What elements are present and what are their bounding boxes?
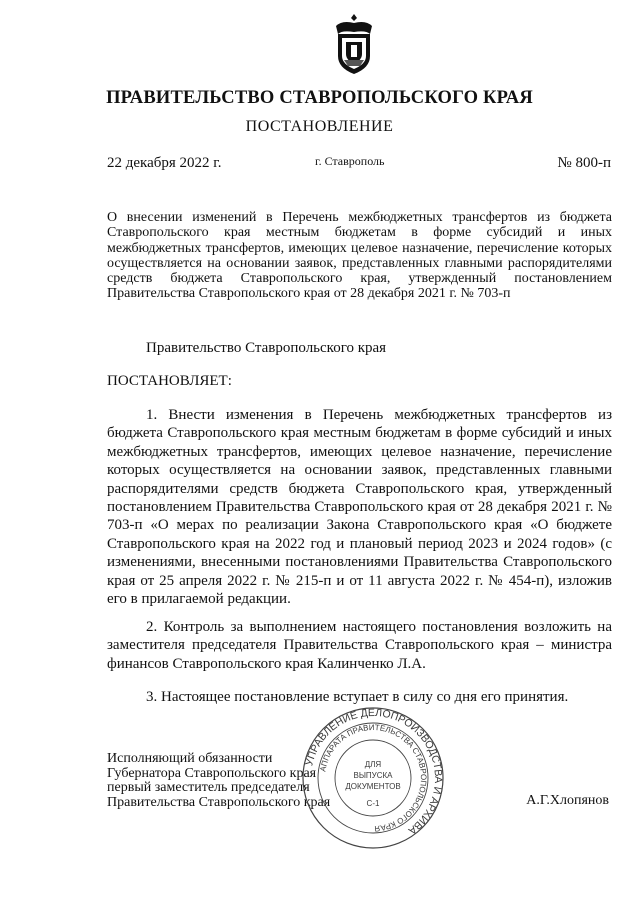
document-city: г. Ставрополь <box>315 154 385 168</box>
document-date: 22 декабря 2022 г. <box>107 155 222 171</box>
stamp-center-line: ВЫПУСКА <box>353 771 393 780</box>
decree-item: 3. Настоящее постановление вступает в силу со дня его принятия. <box>146 689 569 705</box>
government-title: ПРАВИТЕЛЬСТВО СТАВРОПОЛЬСКОГО КРАЯ <box>106 88 533 108</box>
signer-line: Исполняющий обязанности <box>107 751 273 766</box>
signer-line: Правительства Ставропольского края <box>107 794 331 810</box>
decree-item: 2. Контроль за выполнением настоящего постановления возложить на заместителя председателя Правительства Ставропольского края – министра финансов Ставропольского края Калинченко Л.А. <box>107 619 612 672</box>
document-type: ПОСТАНОВЛЕНИЕ <box>245 118 394 135</box>
coat-of-arms-icon <box>330 12 378 76</box>
official-stamp <box>300 705 446 851</box>
stamp-mark: С-1 <box>366 799 380 808</box>
signer-position <box>107 752 330 810</box>
decree-item: 1. Внести изменения в Перечень межбюджетных трансфертов из бюджета Ставропольского края местным бюджетам в форме субсидий и иных межбюджетных трансфертов, имеющих целевое назначение, перечисление которых осуществляется на основании заявок, представленных главными распорядителями средств бюджета Ставропольского края, утвержденный постановлением Правительства Ставропольского края от 28 декабря 2021 г. № 703-п «О мерах по реализации Закона Ставропольского края «О бюджете Ставропольского края на 2022 год и плановый период 2023 и 2024 годов» (с изменениями, внесенными постановлениями Правительства Ставропольского края от 25 апреля 2022 г. № 215-п и от 11 августа 2022 г. № 454-п), изложив его в прилагаемой редакции. <box>107 407 612 608</box>
stamp-center-line: ДЛЯ <box>364 760 382 769</box>
signer-name: А.Г.Хлопянов <box>526 793 609 808</box>
stamp-center-line: ДОКУМЕНТОВ <box>345 782 401 791</box>
signer-line: первый заместитель председателя <box>107 780 310 795</box>
stamp-inner-text: АППАРАТА ПРАВИТЕЛЬСТВА СТАВРОПОЛЬСКОГО КРАЯ <box>318 722 429 834</box>
document-number: № 800-п <box>557 155 611 171</box>
preamble: Правительство Ставропольского края <box>146 340 387 356</box>
stamp-outer-text: УПРАВЛЕНИЕ ДЕЛОПРОИЗВОДСТВА И АРХИВА <box>303 706 445 837</box>
signer-line: Губернатора Ставропольского края <box>107 765 317 781</box>
decree-word: ПОСТАНОВЛЯЕТ: <box>107 373 232 389</box>
document-subject: О внесении изменений в Перечень межбюджетных трансфертов из бюджета Ставропольского края местным бюджетам в форме субсидий и иных межбюджетных трансфертов, имеющих целевое назначение, перечисление которых осуществляется на основании заявок, представленных главными распорядителями средств бюджета Ставропольского края, утвержденный постановлением Правительства Ставропольского края от 28 декабря 2021 г. № 703-п <box>107 210 612 302</box>
